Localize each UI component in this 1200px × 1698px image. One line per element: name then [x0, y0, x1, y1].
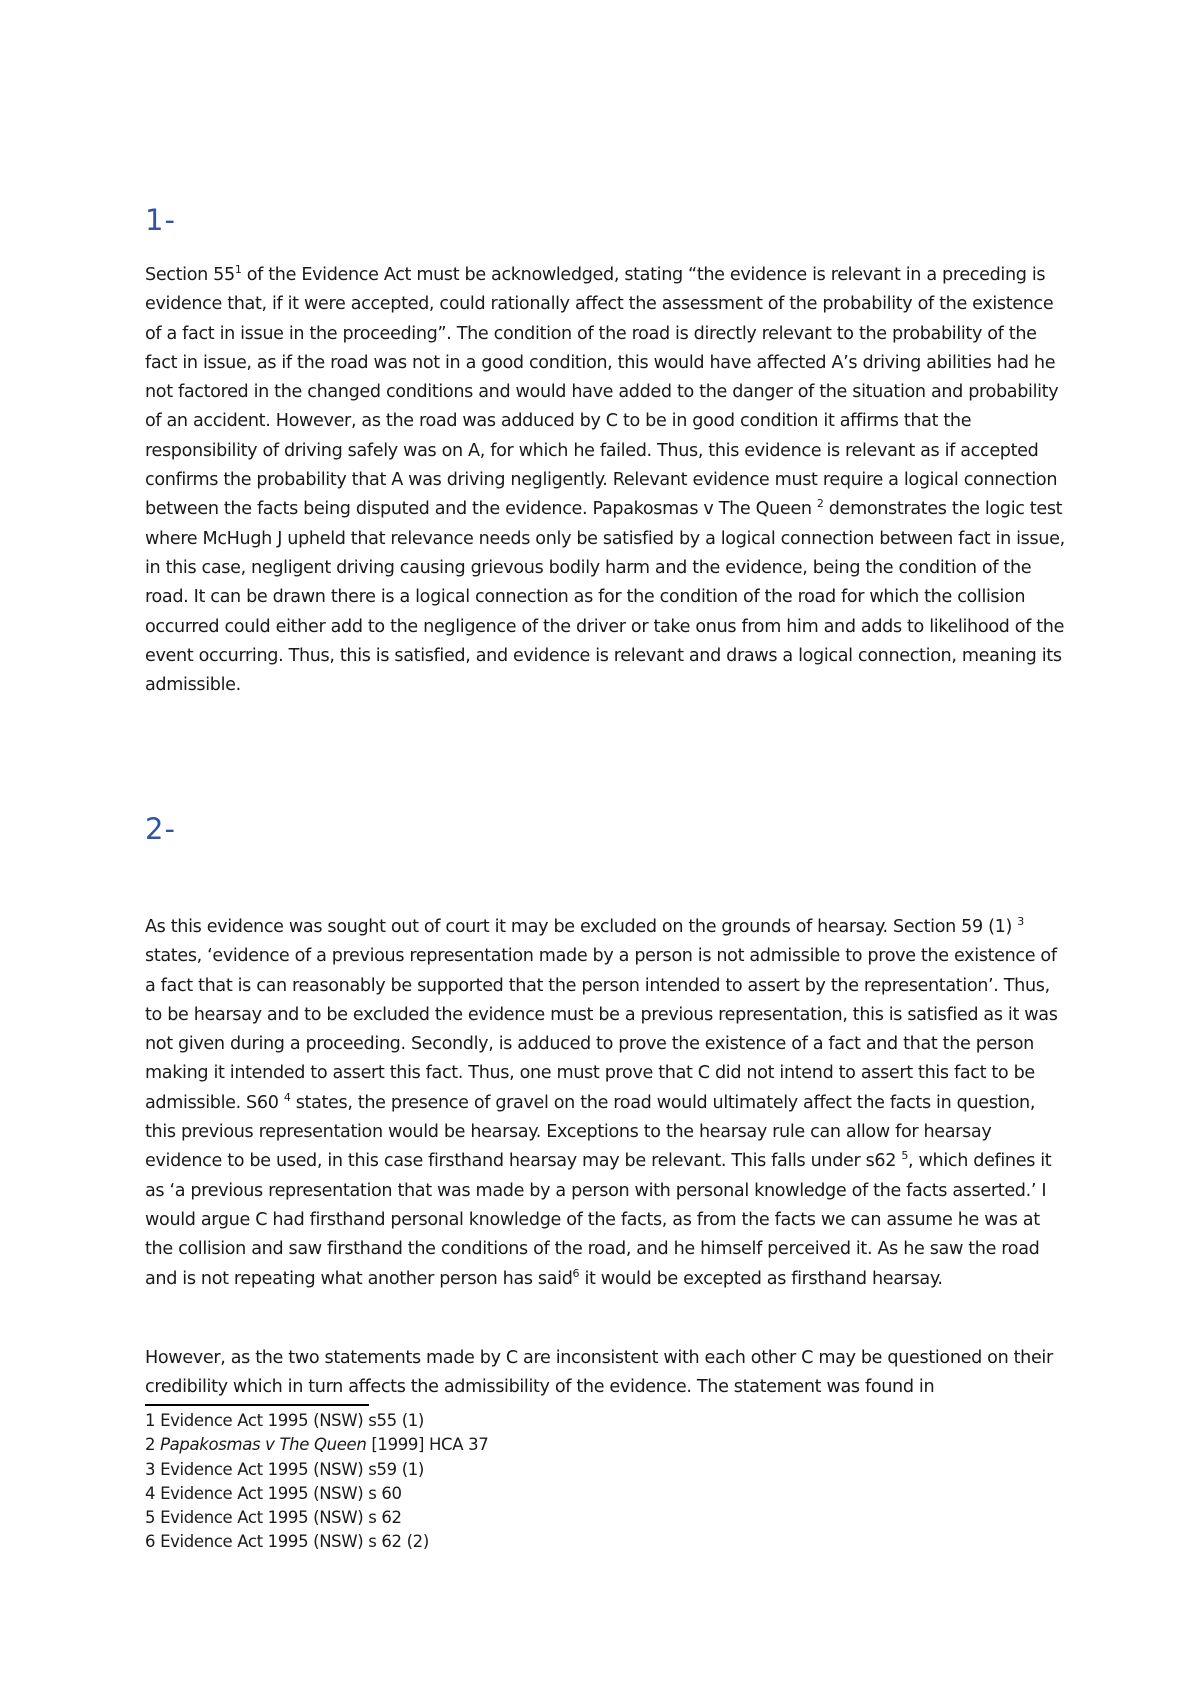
- footnote-number: 1: [145, 1411, 156, 1430]
- text-run: states, the presence of gravel on the road would ultimately affect the facts in question, this previous representation would be hearsay. Exceptions to the hearsay rule can allow for hearsay evidence to be used, in this case firsthand hearsay may be relevant. This falls under s62: [145, 1092, 1036, 1172]
- text-run: states, ‘evidence of a previous representation made by a person is not admissible to prove the existence of a fact that is can reasonably be supported that the person intended to assert by the representation’. Thus, to be hearsay and to be excluded the evidence must be a previous representation, this is satisfied as it was not given during a proceeding. Secondly, is adduced to prove the existence of a fact and that the person making it intended to assert this fact. Thus, one must prove that C did not intend to assert this fact to be admissible. S60: [145, 946, 1058, 1113]
- text-run: , which defines it as ‘a previous representation that was made by a person with personal knowledge of the facts asserted.’ I would argue C had firsthand personal knowledge of the facts, as from the facts we can assume he was at the collision and saw firsthand the conditions of the road, and he himself perceived it. As he saw the road and is not repeating what another person has said: [145, 1151, 1052, 1289]
- footnote-number: 5: [145, 1508, 156, 1528]
- footnote-ref-3: 3: [1017, 915, 1024, 929]
- footnote-number: 3: [145, 1459, 156, 1479]
- footnote-text: Evidence Act 1995 (NSW) s59 (1): [160, 1459, 425, 1479]
- footnote-ref-2: 2: [816, 497, 824, 511]
- footnote-text: Evidence Act 1995 (NSW) s 62 (2): [160, 1532, 429, 1552]
- footnote-ref-1: 1: [234, 263, 242, 277]
- footnote-ref-5: 5: [901, 1149, 909, 1163]
- footnote-text: Evidence Act 1995 (NSW) s 62: [160, 1508, 402, 1528]
- footnote-number: 4: [145, 1483, 156, 1503]
- text-run: As this evidence was sought out of court it may be excluded on the grounds of hearsay. Section 59 (1): [145, 917, 1018, 937]
- footnote-list: [145, 1409, 488, 1555]
- footnote-item: [145, 1530, 488, 1554]
- section-2-paragraph-1: [145, 913, 1065, 1294]
- text-run: of the Evidence Act must be acknowledged, stating “the evidence is relevant in a preceding is evidence that, if it were accepted, could rationally affect the assessment of the probability of the existence of a fact in issue in the proceeding”. The condition of the road is directly relevant to the probability of the fact in issue, as if the road was not in a good condition, this would have affected A’s driving abilities had he not factored in the changed conditions and would have added to the danger of the situation and probability of an accident. However, as the road was adduced by C to be in good condition it affirms that the responsibility of driving safely was on A, for which he failed. Thus, this evidence is relevant as if accepted confirms the probability that A was driving negligently. Relevant evidence must require a logical connection between the facts being disputed and the evidence. Papakosmas v The Queen: [145, 265, 1059, 520]
- footnote-text: Evidence Act 1995 (NSW) s55 (1): [160, 1411, 425, 1430]
- section-2-paragraph-2: However, as the two statements made by C are inconsistent with each other C may be questioned on their credibility which in turn affects the admissibility of the evidence. The statement was found in: [145, 1348, 1053, 1398]
- footnote-number: 2: [145, 1435, 156, 1455]
- footnote-text: [1999] HCA 37: [371, 1435, 489, 1455]
- footnote-text: Evidence Act 1995 (NSW) s 60: [160, 1483, 402, 1503]
- text-run: it would be excepted as firsthand hearsay.: [579, 1268, 943, 1289]
- text-run: Section 55: [145, 265, 235, 285]
- text-run: demonstrates the logic test where McHugh J upheld that relevance needs only be satisfied by a logical connection between fact in issue, in this case, negligent driving causing grievous bodily harm and the evidence, being the condition of the road. It can be drawn there is a logical connection as for the condition of the road for which the collision occurred could either add to the negligence of the driver or take onus from him and adds to likelihood of the event occurring. Thus, this is satisfied, and evidence is relevant and draws a logical connection, meaning its admissible.: [145, 499, 1065, 696]
- footnote-item: [145, 1506, 488, 1530]
- footnote-number: 6: [145, 1532, 156, 1552]
- footnote-ref-6: 6: [572, 1266, 580, 1280]
- footnote-case-name: Papakosmas v The Queen: [160, 1435, 367, 1455]
- footnote-item: [145, 1433, 488, 1457]
- section-1-paragraph: [145, 261, 1065, 700]
- footnote-ref-4: 4: [283, 1090, 291, 1104]
- footnote-item: [145, 1458, 488, 1482]
- footnote-item: [145, 1409, 488, 1433]
- section-1-heading: 1-: [145, 203, 176, 237]
- footnote-item: [145, 1482, 488, 1506]
- footnote-separator: [145, 1404, 369, 1406]
- section-2-heading: 2-: [145, 812, 176, 846]
